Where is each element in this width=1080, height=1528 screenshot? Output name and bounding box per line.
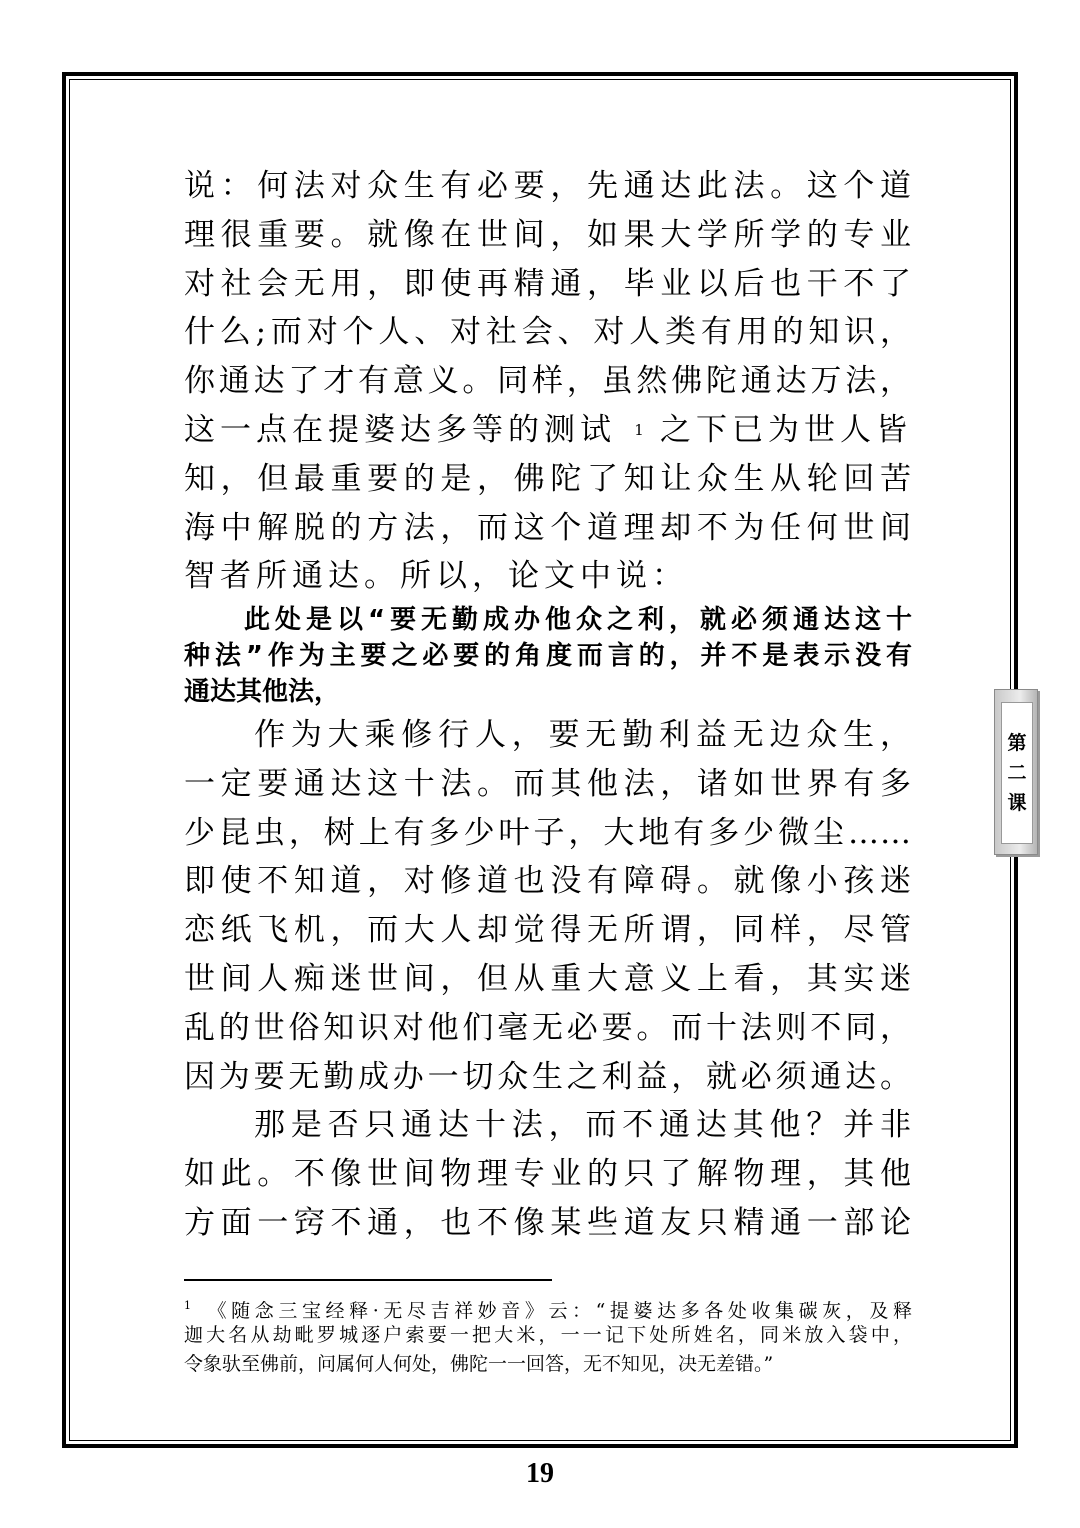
body-line-with-footnote xyxy=(184,406,912,455)
footnote-line: 令象驮至佛前，问属何人何处，佛陀一一回答，无不知见，决无差错。” xyxy=(184,1353,774,1375)
chapter-side-tab[interactable] xyxy=(994,689,1038,855)
body-line: 如此。不像世间物理专业的只了解物理，其他 xyxy=(184,1155,912,1192)
quote-line: 种法”作为主要之必要的角度而言的，并不是表示没有 xyxy=(184,641,912,671)
body-text: 这一点在提婆达多等的测试 xyxy=(184,411,616,448)
chapter-tab-char: 第 xyxy=(1007,732,1027,754)
body-line: 你通达了才有意义。同样，虽然佛陀通达万法， xyxy=(184,363,912,400)
body-paragraph-3 xyxy=(184,1101,912,1247)
body-line: 对社会无用，即使再精通，毕业以后也干不了 xyxy=(184,265,912,302)
body-line: 什么;而对个人、对社会、对人类有用的知识， xyxy=(184,314,912,351)
body-paragraph-2 xyxy=(184,711,912,1101)
body-line: 乱的世俗知识对他们毫无必要。而十法则不同， xyxy=(184,1009,912,1046)
body-line: 知，但最重要的是，佛陀了知让众生从轮回苦 xyxy=(184,460,912,497)
body-line: 因为要无勤成办一切众生之利益，就必须通达。 xyxy=(184,1058,912,1095)
body-text: 之下已为世人皆 xyxy=(659,411,912,448)
body-line: 智者所通达。所以，论文中说： xyxy=(184,558,688,595)
page-number: 19 xyxy=(526,1458,554,1489)
body-line: 海中解脱的方法，而这个道理却不为任何世间 xyxy=(184,509,912,546)
quote-line: 此处是以“要无勤成办他众之利，就必须通达这十 xyxy=(244,605,912,635)
body-line: 那是否只通达十法，而不通达其他？并非 xyxy=(254,1107,912,1143)
footnote-text: 《随念三宝经释·无尽吉祥妙音》云：“提婆达多各处收集碳灰，及释 xyxy=(203,1300,912,1322)
footnote xyxy=(184,1291,912,1380)
quote-block xyxy=(184,602,912,710)
body-line: 方面一窍不通，也不像某些道友只精通一部论 xyxy=(184,1204,912,1241)
body-line: 恋纸飞机，而大人却觉得无所谓，同样，尽管 xyxy=(184,912,912,949)
body-line: 说：何法对众生有必要，先通达此法。这个道 xyxy=(184,168,912,204)
footnote-line: 迦大名从劫毗罗城逐户索要一把大米，一一记下处所姓名，同米放入袋中， xyxy=(184,1323,912,1346)
body-line: 理很重要。就像在世间，如果大学所学的专业 xyxy=(184,216,912,253)
chapter-tab-char: 课 xyxy=(1007,792,1027,814)
chapter-tab-label xyxy=(1001,702,1033,844)
quote-line: 通达其他法， xyxy=(184,677,341,707)
body-line: 作为大乘修行人，要无勤利益无边众生， xyxy=(254,717,912,753)
body-line: 少昆虫，树上有多少叶子，大地有多少微尘…… xyxy=(184,814,912,851)
body-line: 一定要通达这十法。而其他法，诸如世界有多 xyxy=(184,765,912,802)
chapter-tab-char: 二 xyxy=(1007,762,1027,784)
body-line: 即使不知道，对修道也没有障碍。就像小孩迷 xyxy=(184,863,912,900)
body-paragraph-1 xyxy=(184,162,912,601)
footnote-mark: 1 xyxy=(184,1299,191,1312)
body-line: 世间人痴迷世间，但从重大意义上看，其实迷 xyxy=(184,960,912,997)
footnote-reference[interactable]: 1 xyxy=(634,420,644,439)
footnote-line xyxy=(184,1291,912,1321)
footnote-separator xyxy=(184,1279,552,1281)
